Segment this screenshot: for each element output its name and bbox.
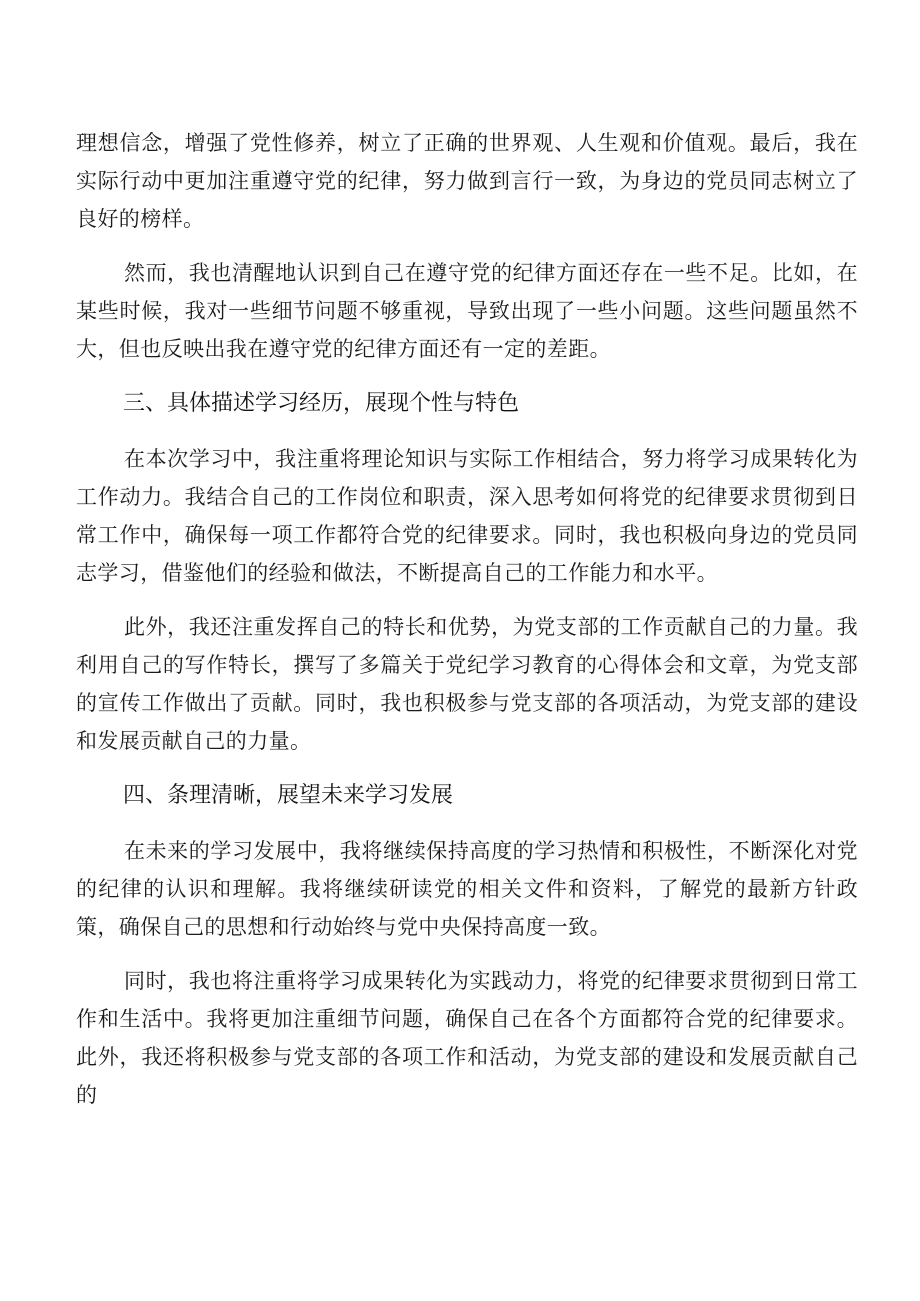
- paragraph: 在本次学习中，我注重将理论知识与实际工作相结合，努力将学习成果转化为工作动力。我结合自己的工作岗位和职责，深入思考如何将党的纪律要求贯彻到日常工作中，确保每一项工作都符合党的纪律要求。同时，我也积极向身边的党员同志学习，借鉴他们的经验和做法，不断提高自己的工作能力和水平。: [76, 447, 858, 585]
- section-heading-4: 四、条理清晰，展望未来学习发展: [123, 783, 454, 808]
- paragraph: 同时，我也将注重将学习成果转化为实践动力，将党的纪律要求贯彻到日常工作和生活中。我将更加注重细节问题，确保自己在各个方面都符合党的纪律要求。此外，我还将积极参与党支部的各项工作和活动，为党支部的建设和发展贡献自己的: [76, 969, 858, 1107]
- section-heading-3: 三、具体描述学习经历，展现个性与特色: [123, 391, 520, 416]
- paragraph: 然而，我也清醒地认识到自己在遵守党的纪律方面还存在一些不足。比如，在某些时候，我对一些细节问题不够重视，导致出现了一些小问题。这些问题虽然不大，但也反映出我在遵守党的纪律方面还有一定的差距。: [76, 261, 858, 361]
- paragraph: 在未来的学习发展中，我将继续保持高度的学习热情和积极性，不断深化对党的纪律的认识和理解。我将继续研读党的相关文件和资料，了解党的最新方针政策，确保自己的思想和行动始终与党中央保持高度一致。: [76, 839, 858, 939]
- paragraph-continued: 理想信念，增强了党性修养，树立了正确的世界观、人生观和价值观。最后，我在实际行动中更加注重遵守党的纪律，努力做到言行一致，为身边的党员同志树立了良好的榜样。: [76, 131, 858, 231]
- paragraph: 此外，我还注重发挥自己的特长和优势，为党支部的工作贡献自己的力量。我利用自己的写作特长，撰写了多篇关于党纪学习教育的心得体会和文章，为党支部的宣传工作做出了贡献。同时，我也积极参与党支部的各项活动，为党支部的建设和发展贡献自己的力量。: [76, 615, 858, 753]
- document-body: [76, 124, 858, 1114]
